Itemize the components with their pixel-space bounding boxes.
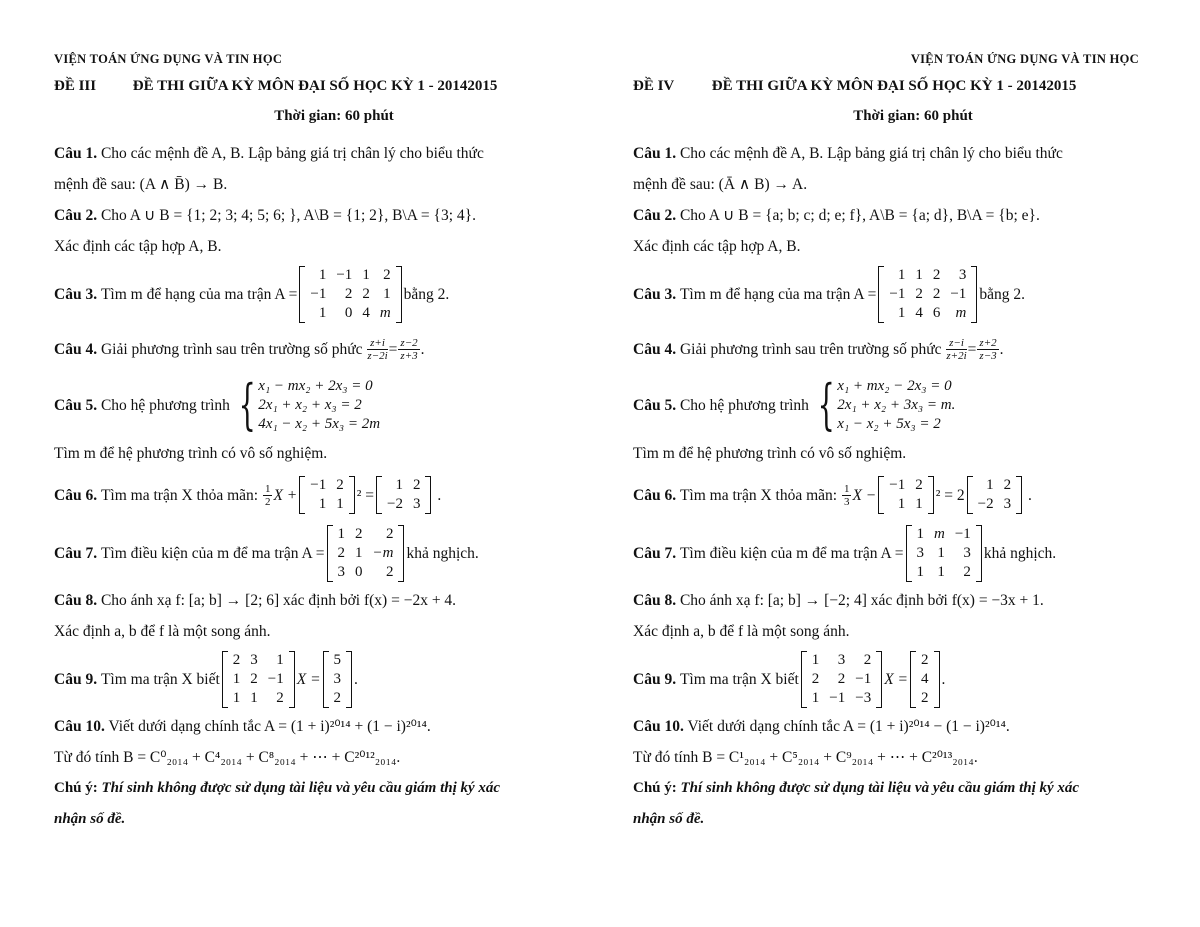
- matrix: [222, 651, 295, 708]
- question-label: Câu 9.: [633, 670, 677, 688]
- matrix-cell: 1: [318, 304, 327, 321]
- question-1: [633, 138, 1153, 200]
- question-text: Cho ánh xạ f: [a; b] → [−2; 4] xác định bởi f(x) = −3x + 1.: [679, 592, 1044, 609]
- matrix-cell: 1: [897, 496, 906, 512]
- question-text: Tìm m để hệ phương trình có vô số nghiệm.: [54, 445, 328, 462]
- question-1: [54, 138, 574, 200]
- question-text: Từ đó tính B = C¹₂₀₁₄ + C⁵₂₀₁₄ + C⁹₂₀₁₄ + ⋯ + C²⁰¹³₂₀₁₄.: [633, 749, 978, 766]
- matrix-cell: 1: [232, 670, 241, 687]
- matrix-cell: 3: [958, 266, 967, 283]
- matrix-cell: −1: [829, 689, 846, 706]
- question-text: Xác định các tập hợp A, B.: [54, 238, 222, 255]
- exam-note: [54, 773, 574, 835]
- question-text: Tìm điều kiện của m để ma trận A =: [100, 544, 325, 562]
- equation: x₁ + mx₂ − 2x₃ = 0: [837, 377, 952, 394]
- matrix: [299, 476, 354, 514]
- question-7: [54, 521, 574, 585]
- question-text: Tìm ma trận X biết: [679, 670, 799, 688]
- matrix-cell: −1: [267, 670, 284, 687]
- question-text: Cho ánh xạ f: [a; b] → [2; 6] xác định bởi f(x) = −2x + 4.: [100, 592, 457, 609]
- matrix-cell: 2: [837, 670, 846, 687]
- equation: x₁ − mx₂ + 2x₃ = 0: [258, 377, 373, 394]
- question-8: [54, 585, 574, 647]
- matrix-cell: m: [934, 525, 945, 542]
- matrix-cell: 1: [383, 285, 391, 302]
- question-label: Câu 8.: [633, 592, 677, 609]
- exam-column-right: [633, 52, 1153, 835]
- matrix-cell: 2: [250, 670, 258, 687]
- matrix-cell: 2: [932, 285, 941, 302]
- note-text: Thí sinh không được sử dụng tài liệu và yêu cầu giám thị ký xác: [101, 780, 501, 796]
- matrix-cell: 3: [412, 496, 421, 512]
- question-text: Cho hệ phương trình: [100, 396, 230, 414]
- fraction: $\frac{z+2}{z-3}$: [979, 336, 997, 362]
- question-3: [54, 262, 574, 326]
- question-text: Cho các mệnh đề A, B. Lập bảng giá trị chân lý cho biểu thức: [100, 145, 484, 162]
- matrix-cell: 1: [915, 266, 923, 283]
- exam-code: ĐỀ III: [54, 78, 97, 94]
- institute-header: VIỆN TOÁN ỨNG DỤNG VÀ TIN HỌC: [54, 52, 283, 66]
- matrix-cell: 1: [897, 266, 906, 283]
- matrix-cell: 2: [412, 477, 421, 493]
- equation: 4x₁ − x₂ + 5x₃ = 2m: [258, 415, 381, 432]
- matrix-cell: 2: [811, 670, 820, 687]
- matrix-cell: 0: [344, 304, 353, 321]
- matrix-cell: −1: [954, 525, 971, 542]
- matrix-cell: 1: [811, 651, 820, 668]
- matrix-cell: 3: [337, 563, 345, 580]
- question-label: Câu 3.: [54, 285, 98, 303]
- matrix-cell: 1: [318, 266, 327, 283]
- matrix: [878, 476, 933, 514]
- matrix-cell: −3: [855, 689, 872, 706]
- question-text: khả nghịch.: [983, 544, 1057, 562]
- question-9: Câu 9. Tìm ma trận X biết 2 3 1 1 2 −1 1 1 2 X = 5 3 2 .: [54, 651, 358, 706]
- matrix: [299, 266, 401, 323]
- matrix-cell: 1: [937, 563, 945, 580]
- exam-duration: Thời gian: 60 phút: [274, 108, 394, 124]
- equation-system: [230, 373, 381, 436]
- note-label: Chú ý:: [633, 780, 677, 796]
- matrix-cell: −1: [889, 477, 906, 493]
- matrix-cell: 3: [837, 651, 846, 668]
- question-text: bằng 2.: [403, 285, 450, 303]
- question-text: Viết dưới dạng chính tắc A = (1 + i)²⁰¹⁴ + (1 − i)²⁰¹⁴.: [108, 718, 431, 735]
- matrix-cell: −m: [372, 544, 394, 561]
- matrix-cell: 4: [915, 304, 923, 321]
- question-4: Câu 4. Giải phương trình sau trên trường số phức $\frac{z-i}{z+2i}$ = $\frac{z+2}{z-3}$ .: [633, 326, 1153, 372]
- matrix-cell: 2: [336, 477, 344, 493]
- fraction: $\frac{z-i}{z+2i}$: [946, 336, 967, 362]
- question-10: [633, 711, 1153, 773]
- matrix: [878, 266, 977, 323]
- matrix-cell: 2: [932, 266, 941, 283]
- matrix-cell: 2: [344, 285, 353, 302]
- matrix-cell: 2: [385, 525, 394, 542]
- equation-system: [809, 373, 956, 436]
- question-text: Tìm m để hệ phương trình có vô số nghiệm.: [633, 445, 907, 462]
- matrix-cell: m: [379, 304, 391, 321]
- matrix-cell: 2: [383, 266, 391, 283]
- matrix: [376, 476, 431, 514]
- matrix: [327, 525, 405, 582]
- question-text: Tìm điều kiện của m để ma trận A =: [679, 544, 904, 562]
- matrix-cell: 1: [395, 477, 403, 493]
- question-10: [54, 711, 574, 773]
- question-label: Câu 10.: [633, 718, 684, 735]
- question-label: Câu 8.: [54, 592, 98, 609]
- matrix-cell: 2: [276, 689, 284, 706]
- matrix-cell: 1: [915, 496, 923, 512]
- question-label: Câu 1.: [54, 145, 98, 162]
- equation: 2x₁ + x₂ + x₃ = 2: [258, 396, 362, 413]
- question-2: [54, 200, 574, 262]
- question-label: Câu 4.: [633, 340, 677, 358]
- fraction: $\frac{z-2}{z+3}$: [400, 336, 418, 362]
- matrix-cell: 1: [337, 525, 345, 542]
- matrix-cell: 2: [355, 525, 363, 542]
- exam-title: ĐỀ THI GIỮA KỲ MÔN ĐẠI SỐ HỌC KỲ 1 - 20142015: [711, 78, 1077, 94]
- matrix-cell: −1: [310, 285, 327, 302]
- matrix-cell: −2: [977, 496, 994, 512]
- fraction: $\frac{z+i}{z-2i}$: [367, 336, 388, 362]
- question-label: Câu 7.: [633, 544, 677, 562]
- matrix-cell: 4: [362, 304, 370, 321]
- matrix-cell: 2: [337, 544, 345, 561]
- matrix-cell: 0: [355, 563, 363, 580]
- question-text: Cho A ∪ B = {1; 2; 3; 4; 5; 6; }, A\B = {1; 2}, B\A = {3; 4}.: [100, 207, 476, 224]
- matrix-cell: 1: [250, 689, 258, 706]
- matrix-cell: 2: [333, 689, 342, 706]
- question-5: [633, 372, 1153, 469]
- matrix-cell: 1: [336, 496, 344, 512]
- matrix-cell: 1: [355, 544, 363, 561]
- question-text: Tìm ma trận X thỏa mãn:: [679, 486, 838, 504]
- matrix-cell: 1: [937, 544, 945, 561]
- question-label: Câu 3.: [633, 285, 677, 303]
- matrix-cell: −1: [336, 266, 353, 283]
- question-text: Cho A ∪ B = {a; b; c; d; e; f}, A\B = {a; d}, B\A = {b; e}.: [679, 207, 1040, 224]
- matrix-cell: 2: [915, 477, 923, 493]
- matrix-cell: 1: [276, 651, 284, 668]
- question-8: [633, 585, 1153, 647]
- matrix-cell: 5: [333, 651, 342, 668]
- matrix-cell: 3: [1003, 496, 1012, 512]
- question-text: Tìm ma trận X biết: [100, 670, 220, 688]
- question-text: mệnh đề sau: (A ∧ B̄) → B.: [54, 176, 228, 193]
- matrix: [910, 651, 940, 708]
- question-text: mệnh đề sau: (Ā ∧ B) → A.: [633, 176, 808, 193]
- question-text: Tìm m để hạng của ma trận A =: [679, 285, 877, 303]
- question-text: Xác định a, b để f là một song ánh.: [54, 623, 271, 640]
- question-text: Tìm m để hạng của ma trận A =: [100, 285, 298, 303]
- matrix-cell: 1: [318, 496, 327, 512]
- matrix-cell: 1: [362, 266, 370, 283]
- question-text: Cho các mệnh đề A, B. Lập bảng giá trị chân lý cho biểu thức: [679, 145, 1063, 162]
- matrix-cell: −1: [950, 285, 967, 302]
- matrix-cell: 1: [916, 563, 924, 580]
- question-label: Câu 5.: [54, 396, 98, 414]
- question-label: Câu 2.: [633, 207, 677, 224]
- question-text: Cho hệ phương trình: [679, 396, 809, 414]
- note-label: Chú ý:: [54, 780, 98, 796]
- brace-icon: {: [238, 373, 256, 436]
- matrix-cell: 6: [932, 304, 941, 321]
- question-text: Viết dưới dạng chính tắc A = (1 + i)²⁰¹⁴ − (1 − i)²⁰¹⁴.: [687, 718, 1010, 735]
- matrix: [906, 525, 982, 582]
- question-4: Câu 4. Giải phương trình sau trên trường số phức $\frac{z+i}{z-2i}$ = $\frac{z-2}{z+3}$ .: [54, 326, 574, 372]
- matrix: [967, 476, 1022, 514]
- exam-duration: Thời gian: 60 phút: [853, 108, 973, 124]
- question-label: Câu 6.: [54, 486, 98, 504]
- matrix-cell: −1: [855, 670, 872, 687]
- exam-code: ĐỀ IV: [633, 78, 675, 94]
- matrix-cell: m: [955, 304, 967, 321]
- question-2: [633, 200, 1153, 262]
- question-text: Giải phương trình sau trên trường số phức: [679, 340, 942, 358]
- matrix-cell: −2: [387, 496, 403, 512]
- question-label: Câu 7.: [54, 544, 98, 562]
- question-6: Câu 6. Tìm ma trận X thỏa mãn: $\frac{1}{2}$ X + −1 2 1 1 ² = 1 2 −2 3 .: [54, 477, 442, 512]
- exam-title-row: [54, 78, 574, 108]
- exam-note: [633, 773, 1153, 835]
- fraction: $\frac{1}{3}$: [843, 482, 850, 508]
- question-7: [633, 521, 1153, 585]
- exam-title-row: [633, 78, 1153, 108]
- question-label: Câu 9.: [54, 670, 98, 688]
- question-label: Câu 10.: [54, 718, 105, 735]
- question-label: Câu 4.: [54, 340, 98, 358]
- matrix-cell: 3: [250, 651, 258, 668]
- matrix-cell: −1: [310, 477, 327, 493]
- equation: x₁ − x₂ + 5x₃ = 2: [837, 415, 941, 432]
- exam-title: ĐỀ THI GIỮA KỲ MÔN ĐẠI SỐ HỌC KỲ 1 - 20142015: [132, 78, 498, 94]
- question-label: Câu 6.: [633, 486, 677, 504]
- question-text: Từ đó tính B = C⁰₂₀₁₄ + C⁴₂₀₁₄ + C⁸₂₀₁₄ + ⋯ + C²⁰¹²₂₀₁₄.: [54, 749, 401, 766]
- matrix-cell: 2: [963, 563, 971, 580]
- note-text: Thí sinh không được sử dụng tài liệu và yêu cầu giám thị ký xác: [680, 780, 1080, 796]
- matrix-cell: 2: [921, 689, 929, 706]
- question-text: Tìm ma trận X thỏa mãn:: [100, 486, 259, 504]
- question-label: Câu 2.: [54, 207, 98, 224]
- matrix: [323, 651, 353, 708]
- question-6: Câu 6. Tìm ma trận X thỏa mãn: $\frac{1}{3}$ X − −1 2 1 1 ² = 2 1 2 −2 3 .: [633, 477, 1032, 512]
- question-text: Xác định các tập hợp A, B.: [633, 238, 801, 255]
- matrix: [801, 651, 882, 708]
- question-9: Câu 9. Tìm ma trận X biết 1 3 2 2 2 −1 1 −1 −3 X = 2 4 2 .: [633, 651, 946, 706]
- question-text: khả nghịch.: [406, 544, 479, 562]
- matrix-cell: 1: [811, 689, 820, 706]
- matrix-cell: 2: [915, 285, 923, 302]
- matrix-cell: 1: [232, 689, 241, 706]
- matrix-cell: 4: [921, 670, 929, 687]
- matrix-cell: 3: [963, 544, 971, 561]
- note-text: nhận số đề.: [54, 811, 126, 827]
- question-3: [633, 262, 1153, 326]
- matrix-cell: 1: [986, 477, 994, 493]
- note-text: nhận số đề.: [633, 811, 705, 827]
- matrix-cell: 1: [897, 304, 906, 321]
- question-label: Câu 1.: [633, 145, 677, 162]
- fraction: $\frac{1}{2}$: [264, 482, 271, 508]
- matrix-cell: 2: [1003, 477, 1012, 493]
- question-5: [54, 372, 574, 469]
- institute-header: VIỆN TOÁN ỨNG DỤNG VÀ TIN HỌC: [910, 52, 1139, 66]
- equation: 2x₁ + x₂ + 3x₃ = m.: [837, 396, 956, 413]
- matrix-cell: 2: [232, 651, 241, 668]
- matrix-cell: 2: [921, 651, 929, 668]
- matrix-cell: 3: [333, 670, 342, 687]
- matrix-cell: 3: [916, 544, 924, 561]
- brace-icon: {: [817, 373, 835, 436]
- matrix-cell: 2: [362, 285, 370, 302]
- matrix-cell: 1: [916, 525, 924, 542]
- question-label: Câu 5.: [633, 396, 677, 414]
- matrix-cell: −1: [889, 285, 906, 302]
- exam-column-left: [54, 52, 574, 835]
- question-text: bằng 2.: [979, 285, 1025, 303]
- question-text: Giải phương trình sau trên trường số phức: [100, 340, 363, 358]
- matrix-cell: 2: [385, 563, 394, 580]
- question-text: Xác định a, b để f là một song ánh.: [633, 623, 850, 640]
- matrix-cell: 2: [863, 651, 872, 668]
